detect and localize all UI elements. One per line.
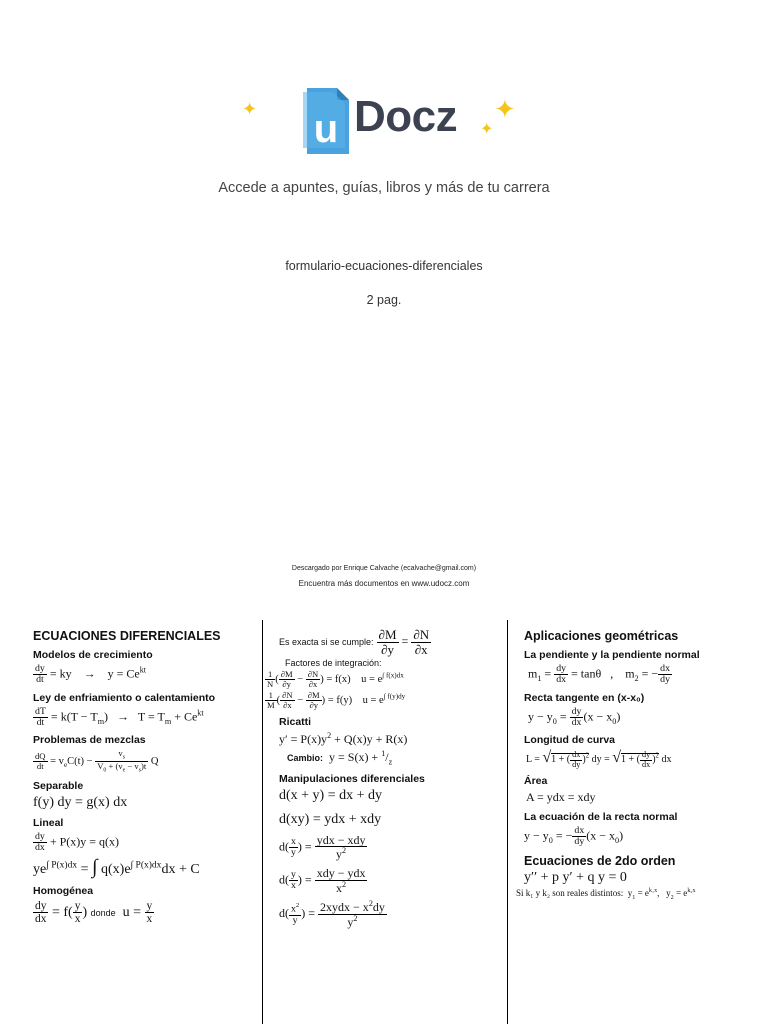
formula-quotient-2: d( $\frac{y}{x}$ ) = $\frac{\text{xdy − ydx}}{x^2}$ (279, 865, 366, 895)
formula-separable: f(y) dy = g(x) dx (33, 795, 128, 811)
column-2 (262, 620, 502, 1024)
formula-distinct-roots: Si k₁ y k₂ son reales distintos: $y_1 = e^{k_1x}$, $y_2 = e^{k_2x}$ (516, 887, 696, 901)
document-title: formulario-ecuaciones-diferenciales (285, 259, 483, 273)
formula-product: d(xy) = ydx + xdy (279, 811, 382, 827)
formula-area: A = ydx = xdy (526, 790, 596, 805)
formula-quotient-1: d( $\frac{x}{y}$ ) = $\frac{\text{ydx − xdy}}{y^2}$ (279, 832, 366, 862)
formula-ricatti: $y' = P(x)y^2 + Q(x)y + R(x)$ (279, 731, 408, 747)
formula-factor-y: $\frac{1}{M}$ ( $\frac{\partial N}{\partial x}$ − $\frac{\partial M}{\partial y}$ ) = f(y) $u = e^{\int f(y)dy}$ (267, 690, 406, 711)
section-ricatti: Ricatti (279, 716, 312, 729)
page-count: 2 pag. (366, 293, 402, 307)
formula-factor-x: $\frac{1}{N}$ ( $\frac{\partial M}{\partial y}$ − $\frac{\partial N}{\partial x}$ ) = f(x) $u = e^{\int f(x)dx}$ (267, 669, 404, 690)
section-second-order: Ecuaciones de 2do orden (524, 853, 676, 868)
section-normal: La ecuación de la recta normal (524, 811, 678, 824)
formula-growth: $\frac{dy}{dt}$ = ky → $y = Ce^{kt}$ (35, 663, 147, 686)
downloaded-by: Descargado por Enrique Calvache (ecalvache@gmail.com) (291, 565, 477, 572)
sparkle-icon: ✦ (494, 94, 516, 124)
section-manip: Manipulaciones diferenciales (279, 772, 425, 785)
formula-change: Cambio: $y = S(x) + ^1/_z$ (287, 749, 393, 767)
formula-tangent: $y - y_0$ = $\frac{dy}{dx}$ $(x - x_0)$ (528, 705, 621, 728)
formula-exact: Es exacta si se cumple: $\frac{\partial M}{\partial y}$ = $\frac{\partial N}{\partial x}$ (279, 627, 430, 657)
formula-homogeneous: $\frac{dy}{dx}$ = f( $\frac{y}{x}$ ) donde u = $\frac{y}{x}$ (35, 899, 153, 925)
udocz-logo-icon (303, 88, 349, 154)
column-1 (33, 620, 259, 1024)
section-homogeneous: Homogénea (33, 884, 94, 897)
column-3 (507, 620, 768, 1024)
svg-text:u: u (313, 107, 339, 151)
formula-second-order: y′′ + p y′ + q y = 0 (524, 869, 627, 885)
sheet-title: ECUACIONES DIFERENCIALES (33, 629, 221, 643)
formula-mixing: $\frac{dQ}{dt}$ = $v_eC(t)$ − $\frac{v_s}{V_0 + (v_e - v_s)t}$ Q (35, 748, 159, 774)
formula-slope: $m_1$ = $\frac{dy}{dx}$ = tanθ , $m_2$ = − $\frac{dx}{dy}$ (528, 663, 670, 686)
formula-sheet (0, 620, 768, 1024)
section-length: Longitud de curva (524, 734, 616, 747)
sparkle-icon: ✦ (242, 99, 258, 119)
section-tangent: Recta tangente en (x-x₀) (524, 691, 645, 704)
formula-sum: d(x + y) = dx + dy (279, 787, 383, 803)
formula-linear: $\frac{dy}{dx}$ + P(x)y = q(x) (35, 831, 120, 854)
formula-linear-solution: $ye^{\int P(x)dx}$ = ∫ $q(x)e^{\int P(x)dx}dx + C$ (33, 855, 200, 878)
section-separable: Separable (33, 780, 84, 793)
section-linear: Lineal (33, 817, 64, 830)
section-factors: Factores de integración: (285, 658, 382, 669)
tagline: Accede a apuntes, guías, libros y más de tu carrera (218, 180, 550, 196)
section-area: Área (524, 775, 548, 788)
section-cooling: Ley de enfriamiento o calentamiento (33, 691, 216, 704)
geometric-title: Aplicaciones geométricas (524, 629, 679, 643)
sparkle-icon: ✦ (480, 121, 494, 138)
formula-length: L = √1 + ( $\frac{dx}{dy}$ )$^2$ dy = √1 + ( $\frac{dy}{dx}$ )$^2$ dx (526, 749, 672, 769)
formula-normal: $y - y_0$ = − $\frac{dx}{dy}$ $(x - x_0)$ (524, 825, 624, 848)
find-more-link[interactable]: Encuentra más documentos en www.udocz.com (298, 579, 470, 588)
section-mixing: Problemas de mezclas (33, 734, 146, 747)
section-slope: La pendiente y la pendiente normal (524, 649, 700, 661)
logo-wordmark: Docz (354, 92, 458, 141)
formula-quotient-3: d( $\frac{x^2}{y}$ ) = $\frac{2xydx - x^2dy}{y^2}$ (279, 899, 385, 929)
section-growth: Modelos de crecimiento (33, 649, 153, 661)
formula-cooling: $\frac{dT}{dt}$ = $k(T - T_m) \to T = T_m + Ce^{kt}$ (35, 705, 204, 728)
